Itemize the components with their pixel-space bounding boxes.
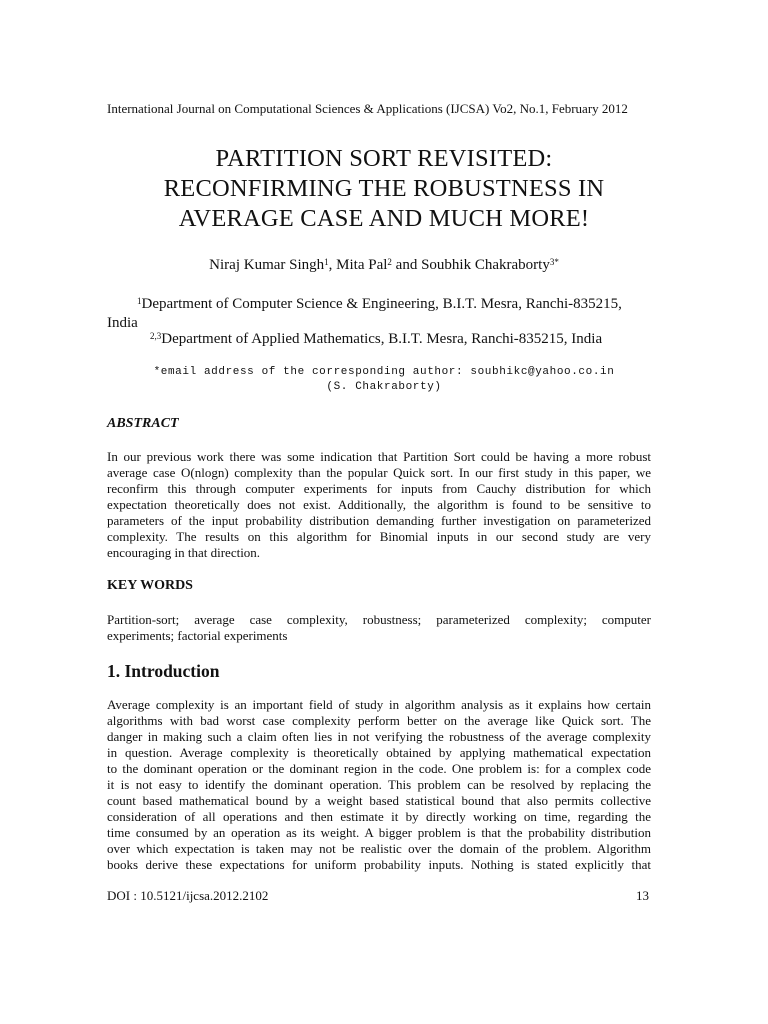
affiliation-1 <box>137 294 622 314</box>
author-list <box>0 255 768 275</box>
author-separator: , <box>328 257 337 273</box>
introduction-body <box>107 697 651 873</box>
author-name: Soubhik Chakraborty <box>421 257 550 273</box>
author-name: Niraj Kumar Singh <box>209 257 325 273</box>
abstract-line: average case O(nlogn) complexity than the popular Quick sort. In our first study in this paper, we <box>107 465 651 480</box>
introduction-line: in question. Average complexity is theoretically obtained by applying mathematical expectation <box>107 745 651 760</box>
affiliation-2 <box>150 329 602 349</box>
introduction-line: algorithms with bad worst case complexity perform better on the average like Quick sort. The <box>107 713 651 728</box>
title-line: PARTITION SORT REVISITED: <box>215 145 553 172</box>
introduction-line: count based mathematical bound by a weight based statistical bound that also permits collective <box>107 793 651 808</box>
introduction-line: books derive these expectations for uniform probability inputs. Nothing is stated explicitly that <box>107 857 651 872</box>
introduction-line: danger in making such a claim often lies in not verifying the robustness of the average complexity <box>107 729 651 744</box>
title-line: AVERAGE CASE AND MUCH MORE! <box>178 205 590 232</box>
affiliation-text: Department of Applied Mathematics, B.I.T. Mesra, Ranchi-835215, India <box>161 331 603 347</box>
abstract-body <box>107 449 651 561</box>
abstract-line: expectation theoretically does not exist. Additionally, the algorithm is found to be sensitive to <box>107 497 651 512</box>
abstract-line: In our previous work there was some indication that Partition Sort could be having a more robust <box>107 449 651 464</box>
introduction-line: time consumed by an operation as its weight. A bigger problem is that the probability distribution <box>107 825 651 840</box>
affiliation-1-continuation: India <box>107 315 138 331</box>
abstract-line: parameters of the input probability distribution demanding further investigation on parameterized <box>107 513 651 528</box>
introduction-line: over which expectation is taken may not be realistic over the domain of the problem. Algorithm <box>107 841 651 856</box>
affiliation-text: Department of Computer Science & Engineering, B.I.T. Mesra, Ranchi-835215, <box>141 296 622 312</box>
introduction-line: to the dominant operation or the dominant region in the code. One problem is: for a complex code <box>107 761 651 776</box>
author-affiliation-marker: 3* <box>549 257 559 267</box>
abstract-line: encouraging in that direction. <box>107 545 261 560</box>
section-heading-introduction: 1. Introduction <box>107 661 220 681</box>
abstract-line: complexity. The results on this algorithm for Binomial inputs in our second study are very <box>107 529 651 544</box>
author-name: Mita Pal <box>336 257 388 273</box>
footer-doi: DOI : 10.5121/ijcsa.2012.2102 <box>107 888 269 903</box>
keywords-heading: KEY WORDS <box>107 578 193 593</box>
keywords-line: experiments; factorial experiments <box>107 628 288 643</box>
author-affiliation-marker: 2 <box>387 257 392 267</box>
corresponding-email: *email address of the corresponding author: soubhikc@yahoo.co.in <box>153 366 615 378</box>
abstract-line: reconfirm this through computer experiments for inputs from Cauchy distribution for which <box>107 481 651 496</box>
introduction-line: Average complexity is an important field of study in algorithm analysis as it explains how certain <box>107 697 651 712</box>
corresponding-author-note: (S. Chakraborty) <box>326 381 442 393</box>
keywords-body <box>107 612 651 644</box>
author-separator: and <box>391 257 422 273</box>
introduction-line: it is not easy to identify the dominant operation. This problem can be resolved by replacing the <box>107 777 651 792</box>
abstract-heading: ABSTRACT <box>107 416 179 431</box>
running-header: International Journal on Computational Sciences & Applications (IJCSA) Vo2, No.1, February 2012 <box>107 101 628 116</box>
affiliation-marker: 2,3 <box>150 331 162 341</box>
keywords-line: Partition-sort; average case complexity, robustness; parameterized complexity; computer <box>107 612 651 627</box>
affiliation-marker: 1 <box>137 296 142 306</box>
page-number: 13 <box>636 888 649 903</box>
paper-title <box>0 144 768 234</box>
author-affiliation-marker: 1 <box>324 257 329 267</box>
title-line: RECONFIRMING THE ROBUSTNESS IN <box>163 175 605 202</box>
introduction-line: consideration of all operations and then estimate it by directly working on time, regarding the <box>107 809 651 824</box>
